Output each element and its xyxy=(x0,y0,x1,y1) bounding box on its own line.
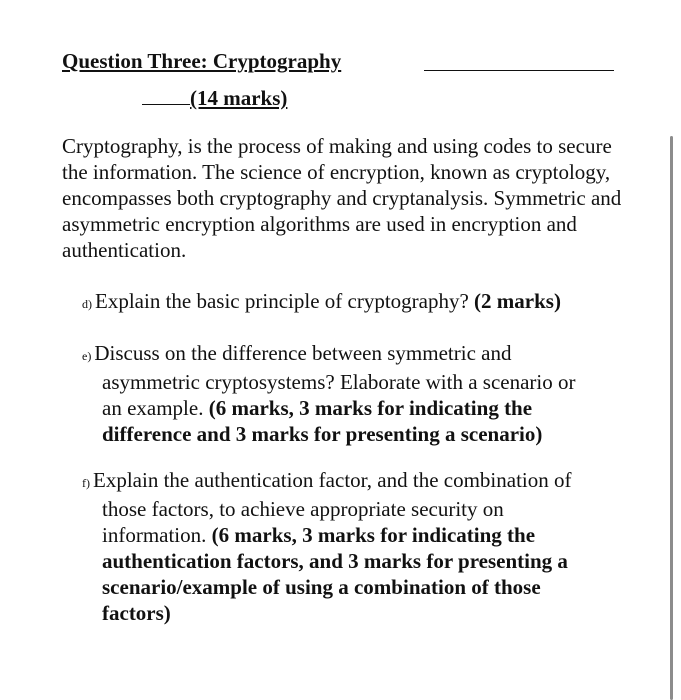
question-text-line: those factors, to achieve appropriate security on xyxy=(102,497,504,521)
question-marks: difference and 3 marks for presenting a scenario) xyxy=(102,422,543,446)
question-marks: scenario/example of using a combination of those xyxy=(102,575,541,599)
total-marks xyxy=(142,84,287,111)
question-d xyxy=(82,288,622,317)
title-rule xyxy=(424,70,614,71)
question-label: d) xyxy=(82,297,92,311)
question-f xyxy=(82,467,622,626)
question-text-line: information. xyxy=(102,523,212,547)
total-marks-text: (14 marks) xyxy=(190,86,288,110)
question-e xyxy=(82,340,622,447)
question-text-line: asymmetric cryptosystems? Elaborate with a scenario or xyxy=(102,370,576,394)
intro-paragraph: Cryptography, is the process of making and using codes to secure the information. The science of encryption, known as cryptology, encompasses both cryptography and cryptanalysis. Symmetric and asymmetric encryption algorithms are used in encryption and authentication. xyxy=(62,134,622,262)
question-text-line: Explain the authentication factor, and the combination of xyxy=(93,468,572,492)
question-marks: (6 marks, 3 marks for indicating the xyxy=(211,523,536,547)
question-text-line: Discuss on the difference between symmetric and xyxy=(94,341,512,365)
question-marks: (2 marks) xyxy=(474,289,561,313)
question-label: f) xyxy=(82,476,90,490)
marks-blank xyxy=(142,84,190,105)
question-marks: factors) xyxy=(102,601,171,625)
vertical-scrollbar[interactable] xyxy=(670,136,673,700)
question-marks: authentication factors, and 3 marks for presenting a xyxy=(102,549,568,573)
question-label: e) xyxy=(82,349,92,363)
question-marks: (6 marks, 3 marks for indicating the xyxy=(208,396,533,420)
question-text: Explain the basic principle of cryptography? xyxy=(95,289,475,313)
question-title: Question Three: Cryptography xyxy=(62,49,342,73)
question-text-line: an example. xyxy=(102,396,209,420)
